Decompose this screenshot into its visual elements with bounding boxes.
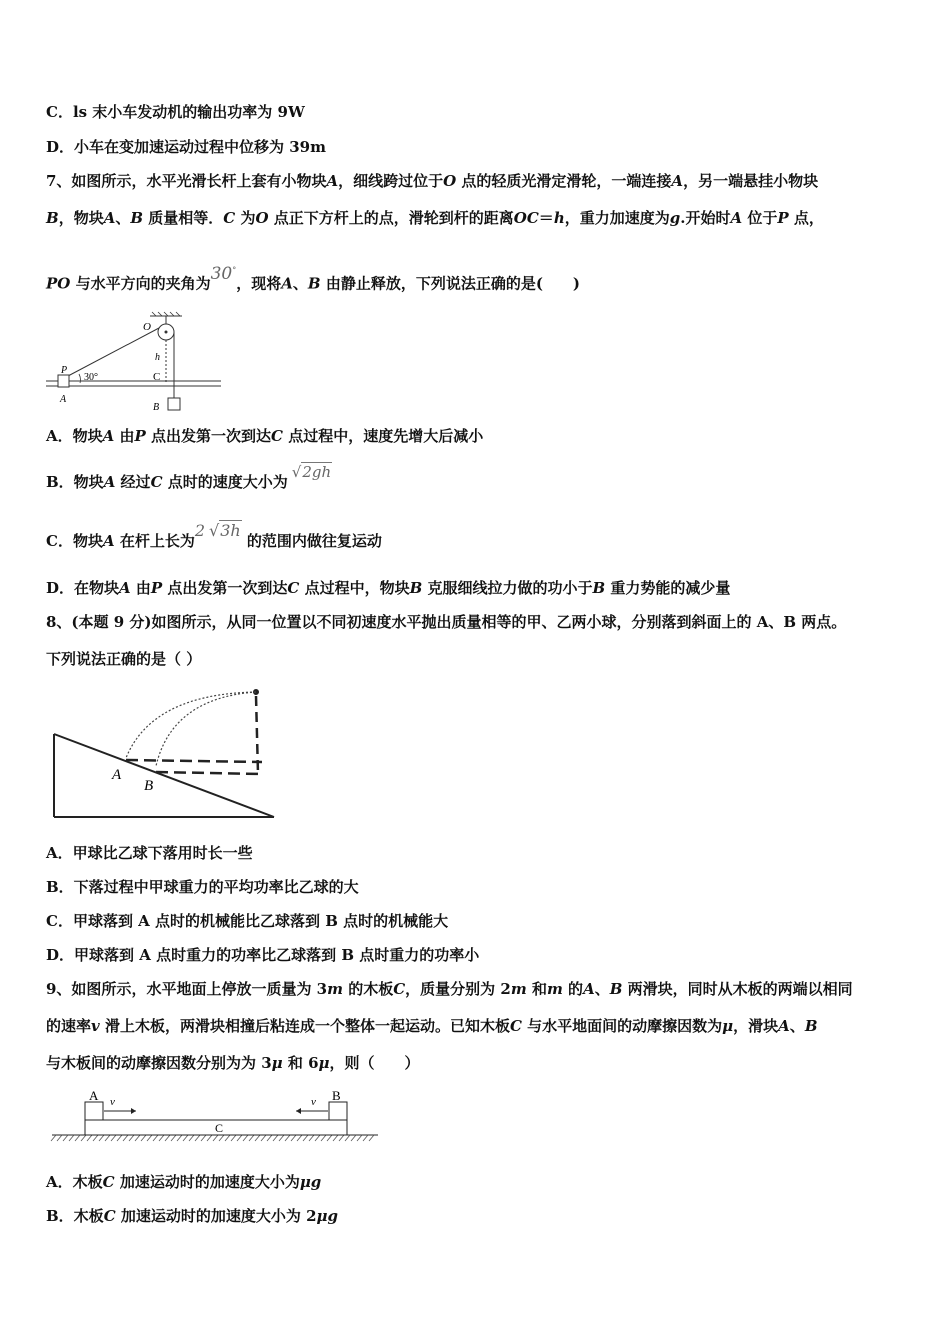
label-v-left: v — [110, 1096, 115, 1108]
ground-hatch — [273, 1135, 278, 1141]
ground-hatch — [183, 1135, 188, 1141]
label-C: C — [215, 1121, 224, 1135]
label-angle: 30° — [84, 372, 98, 383]
q7-option-c: C．物块A 在杆上长为2 √3h 的范围内做往复运动 — [46, 521, 382, 550]
ground-hatch — [57, 1135, 62, 1141]
q9-stem-line2: 的速率v 滑上木板，两滑块相撞后粘连成一个整体一起运动。已知木板C 与水平地面间的动摩擦因数为μ，滑块A、B — [46, 1017, 818, 1035]
ground-hatch — [243, 1135, 248, 1141]
ground-hatch — [219, 1135, 224, 1141]
q8-option-b: B．下落过程中甲球重力的平均功率比乙球的大 — [46, 878, 359, 896]
ground-hatch — [75, 1135, 80, 1141]
ground-hatch — [171, 1135, 176, 1141]
q8-stem-line2: 下列说法正确的是（ ） — [46, 650, 202, 668]
ground-hatch — [153, 1135, 158, 1141]
ground-hatch — [51, 1135, 56, 1141]
q8-option-d: D．甲球落到 A 点时重力的功率比乙球落到 B 点时重力的功率小 — [46, 946, 480, 964]
q9-board-figure — [52, 1086, 382, 1146]
ground-hatch — [129, 1135, 134, 1141]
label-C: C — [153, 371, 161, 383]
ground-hatch — [225, 1135, 230, 1141]
label-B: B — [144, 778, 154, 794]
ground-hatch — [321, 1135, 326, 1141]
ground-hatch — [261, 1135, 266, 1141]
ground-hatch — [315, 1135, 320, 1141]
ground-hatch — [165, 1135, 170, 1141]
angle-value: 30 — [210, 263, 233, 284]
ground-hatch — [207, 1135, 212, 1141]
ground-hatch — [87, 1135, 92, 1141]
q7-option-b: B．物块A 经过C 点时的速度大小为√2gh — [46, 463, 332, 491]
ground-hatch — [111, 1135, 116, 1141]
ground-hatch — [237, 1135, 242, 1141]
ground-hatch — [285, 1135, 290, 1141]
q8-incline-figure — [52, 684, 284, 824]
q7-option-a: A．物块A 由P 点出发第一次到达C 点过程中，速度先增大后减小 — [46, 427, 484, 445]
ground-hatch — [279, 1135, 284, 1141]
ground-hatch — [135, 1135, 140, 1141]
ground-hatch — [267, 1135, 272, 1141]
ground-hatch — [69, 1135, 74, 1141]
label-B: B — [153, 402, 160, 413]
ground-hatch — [123, 1135, 128, 1141]
q7-stem-line2: B，物块A、B 质量相等．C 为O 点正下方杆上的点，滑轮到杆的距离OC＝h，重力加速度为g.开始时A 位于P 点， — [46, 209, 824, 227]
ground-hatch — [105, 1135, 110, 1141]
ground-hatch — [369, 1135, 374, 1141]
ground-hatch — [81, 1135, 86, 1141]
ground-hatch — [93, 1135, 98, 1141]
option-b-radicand: 2gh — [302, 463, 332, 481]
ground-hatch — [249, 1135, 254, 1141]
ground-hatch — [231, 1135, 236, 1141]
ground-hatch — [363, 1135, 368, 1141]
ground-hatch — [159, 1135, 164, 1141]
label-O: O — [143, 321, 151, 333]
q9-stem-line3: 与木板间的动摩擦因数分别为为 3μ 和 6μ，则（ ） — [46, 1054, 420, 1072]
label-A: A — [89, 1088, 99, 1103]
ground-hatch — [357, 1135, 362, 1141]
ground-hatch — [339, 1135, 344, 1141]
q8-stem-line1: 8、(本题 9 分)如图所示，从同一位置以不同初速度水平抛出质量相等的甲、乙两小球，分别落到斜面上的 A、B 两点。 — [46, 613, 847, 631]
q7-pulley-figure — [46, 312, 226, 416]
ground-hatch — [345, 1135, 350, 1141]
ground-hatch — [309, 1135, 314, 1141]
q9-stem-line1: 9、如图所示，水平地面上停放一质量为 3m 的木板C，质量分别为 2m 和m 的A、B 两滑块，同时从木板的两端以相同 — [46, 980, 853, 998]
ground-hatch — [99, 1135, 104, 1141]
ground-hatch — [303, 1135, 308, 1141]
ground-hatch — [117, 1135, 122, 1141]
q6-option-d: D．小车在变加速运动过程中位移为 39m — [46, 138, 326, 156]
label-P: P — [61, 365, 68, 376]
q8-option-a: A．甲球比乙球下落用时长一些 — [46, 844, 253, 862]
ground-hatch — [201, 1135, 206, 1141]
label-A: A — [112, 767, 122, 783]
q7-option-d: D．在物块A 由P 点出发第一次到达C 点过程中，物块B 克服细线拉力做的功小于B 重力势能的减少量 — [46, 579, 731, 597]
ground-hatch — [327, 1135, 332, 1141]
ground-hatch — [147, 1135, 152, 1141]
ground-hatch — [291, 1135, 296, 1141]
ground-hatch — [195, 1135, 200, 1141]
label-h: h — [155, 352, 160, 363]
ground-hatch — [141, 1135, 146, 1141]
label-A: A — [60, 394, 67, 405]
label-B: B — [332, 1088, 341, 1103]
q6-option-c: C．ls 末小车发动机的输出功率为 9W — [46, 103, 305, 121]
ground-hatch — [333, 1135, 338, 1141]
ground-hatch — [63, 1135, 68, 1141]
ground-hatch — [177, 1135, 182, 1141]
ground-hatch — [189, 1135, 194, 1141]
ground-hatch — [297, 1135, 302, 1141]
ground-hatch — [351, 1135, 356, 1141]
q8-option-c: C．甲球落到 A 点时的机械能比乙球落到 B 点时的机械能大 — [46, 912, 449, 930]
q7-stem-line1: 7、如图所示，水平光滑长杆上套有小物块A，细线跨过位于O 点的轻质光滑定滑轮，一端连接A，另一端悬挂小物块 — [46, 172, 819, 190]
label-v-right: v — [311, 1096, 316, 1108]
ground-hatch — [255, 1135, 260, 1141]
q9-option-a: A．木板C 加速运动时的加速度大小为μg — [46, 1173, 322, 1191]
q9-option-b: B．木板C 加速运动时的加速度大小为 2μg — [46, 1207, 338, 1225]
option-c-radicand: 3h — [220, 521, 241, 540]
q7-stem-line3: PO 与水平方向的夹角为30°，现将A、B 由静止释放，下列说法正确的是( ) — [46, 263, 581, 293]
ground-hatch — [213, 1135, 218, 1141]
